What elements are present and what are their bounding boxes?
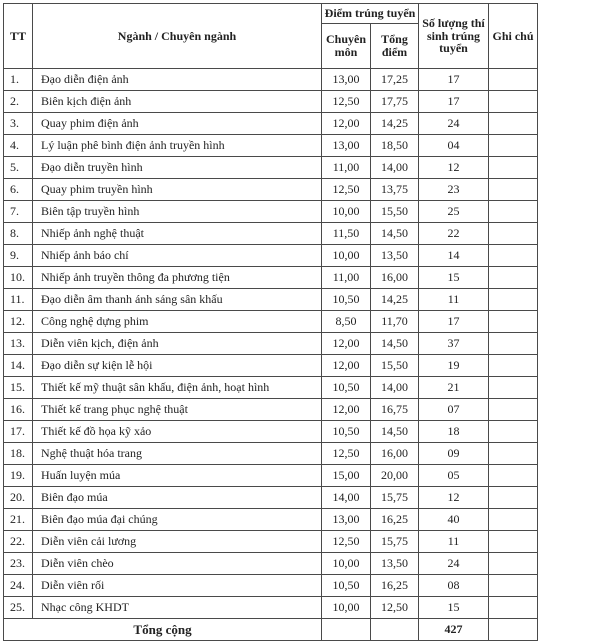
- row-notes: [489, 465, 538, 487]
- row-notes: [489, 575, 538, 597]
- row-number: 1.: [4, 69, 33, 91]
- table-row: [4, 597, 538, 619]
- row-total-score: 16,25: [371, 509, 419, 531]
- row-number: 2.: [4, 91, 33, 113]
- row-major-name: Nhạc công KHDT: [33, 597, 322, 619]
- row-specialty-score: 10,00: [322, 553, 371, 575]
- row-major-name: Diễn viên cải lương: [33, 531, 322, 553]
- row-number: 11.: [4, 289, 33, 311]
- row-number: 8.: [4, 223, 33, 245]
- row-notes: [489, 157, 538, 179]
- header-row-1: [4, 4, 538, 24]
- table-row: [4, 135, 538, 157]
- table-row: [4, 377, 538, 399]
- row-number: 3.: [4, 113, 33, 135]
- row-specialty-score: 11,00: [322, 267, 371, 289]
- table-row: [4, 399, 538, 421]
- row-number: 21.: [4, 509, 33, 531]
- row-number: 10.: [4, 267, 33, 289]
- row-notes: [489, 113, 538, 135]
- row-number: 18.: [4, 443, 33, 465]
- row-specialty-score: 12,00: [322, 113, 371, 135]
- row-major-name: Nhiếp ảnh truyền thông đa phương tiện: [33, 267, 322, 289]
- header-major: Ngành / Chuyên ngành: [33, 4, 322, 69]
- table-row: [4, 355, 538, 377]
- row-specialty-score: 12,50: [322, 179, 371, 201]
- table-row: [4, 487, 538, 509]
- row-notes: [489, 377, 538, 399]
- row-specialty-score: 15,00: [322, 465, 371, 487]
- row-total-score: 16,00: [371, 443, 419, 465]
- row-notes: [489, 91, 538, 113]
- row-specialty-score: 12,00: [322, 355, 371, 377]
- row-admitted-count: 04: [419, 135, 489, 157]
- row-major-name: Nghệ thuật hóa trang: [33, 443, 322, 465]
- header-notes: Ghi chú: [489, 4, 538, 69]
- row-admitted-count: 14: [419, 245, 489, 267]
- row-major-name: Thiết kế mỹ thuật sân khấu, điện ảnh, hoạt hình: [33, 377, 322, 399]
- row-admitted-count: 24: [419, 113, 489, 135]
- row-total-score: 17,75: [371, 91, 419, 113]
- header-tt: TT: [4, 4, 33, 69]
- row-admitted-count: 17: [419, 69, 489, 91]
- row-admitted-count: 22: [419, 223, 489, 245]
- row-major-name: Đạo diễn điện ảnh: [33, 69, 322, 91]
- row-number: 25.: [4, 597, 33, 619]
- row-total-score: 15,75: [371, 487, 419, 509]
- row-total-score: 20,00: [371, 465, 419, 487]
- row-major-name: Diễn viên kịch, điện ảnh: [33, 333, 322, 355]
- table-row: [4, 157, 538, 179]
- row-admitted-count: 12: [419, 487, 489, 509]
- row-major-name: Thiết kế trang phục nghệ thuật: [33, 399, 322, 421]
- row-notes: [489, 487, 538, 509]
- row-specialty-score: 11,00: [322, 157, 371, 179]
- row-total-score: 13,75: [371, 179, 419, 201]
- total-notes-empty: [489, 619, 538, 641]
- row-specialty-score: 12,00: [322, 399, 371, 421]
- row-specialty-score: 12,50: [322, 443, 371, 465]
- row-notes: [489, 69, 538, 91]
- table-row: [4, 421, 538, 443]
- row-major-name: Biên đạo múa đại chúng: [33, 509, 322, 531]
- row-total-score: 12,50: [371, 597, 419, 619]
- total-row: [4, 619, 538, 641]
- row-total-score: 15,75: [371, 531, 419, 553]
- row-specialty-score: 13,00: [322, 69, 371, 91]
- row-notes: [489, 553, 538, 575]
- row-number: 5.: [4, 157, 33, 179]
- table-row: [4, 113, 538, 135]
- row-number: 23.: [4, 553, 33, 575]
- admission-results-document: [3, 3, 538, 641]
- row-major-name: Đạo diễn truyền hình: [33, 157, 322, 179]
- row-notes: [489, 333, 538, 355]
- row-major-name: Biên kịch điện ảnh: [33, 91, 322, 113]
- table-row: [4, 509, 538, 531]
- row-notes: [489, 421, 538, 443]
- row-specialty-score: 10,00: [322, 201, 371, 223]
- row-number: 9.: [4, 245, 33, 267]
- row-total-score: 13,50: [371, 553, 419, 575]
- row-admitted-count: 23: [419, 179, 489, 201]
- table-row: [4, 223, 538, 245]
- row-number: 13.: [4, 333, 33, 355]
- row-number: 24.: [4, 575, 33, 597]
- total-count: 427: [419, 619, 489, 641]
- table-body: [4, 69, 538, 619]
- total-label: Tổng cộng: [4, 619, 322, 641]
- row-number: 17.: [4, 421, 33, 443]
- row-major-name: Đạo diễn âm thanh ánh sáng sân khấu: [33, 289, 322, 311]
- table-row: [4, 465, 538, 487]
- row-major-name: Công nghệ dựng phim: [33, 311, 322, 333]
- row-total-score: 11,70: [371, 311, 419, 333]
- row-major-name: Thiết kế đồ họa kỹ xảo: [33, 421, 322, 443]
- header-score-group: Điểm trúng tuyển: [322, 4, 419, 24]
- row-major-name: Diễn viên chèo: [33, 553, 322, 575]
- row-total-score: 14,25: [371, 289, 419, 311]
- table-row: [4, 91, 538, 113]
- row-specialty-score: 10,50: [322, 421, 371, 443]
- table-row: [4, 201, 538, 223]
- row-number: 6.: [4, 179, 33, 201]
- row-admitted-count: 17: [419, 91, 489, 113]
- row-total-score: 16,75: [371, 399, 419, 421]
- row-admitted-count: 25: [419, 201, 489, 223]
- row-specialty-score: 8,50: [322, 311, 371, 333]
- row-total-score: 16,00: [371, 267, 419, 289]
- row-specialty-score: 12,00: [322, 333, 371, 355]
- row-major-name: Quay phim điện ảnh: [33, 113, 322, 135]
- row-notes: [489, 135, 538, 157]
- table-row: [4, 553, 538, 575]
- table-row: [4, 443, 538, 465]
- row-total-score: 15,50: [371, 201, 419, 223]
- row-admitted-count: 17: [419, 311, 489, 333]
- row-specialty-score: 14,00: [322, 487, 371, 509]
- row-total-score: 14,50: [371, 333, 419, 355]
- row-total-score: 14,50: [371, 223, 419, 245]
- table-row: [4, 531, 538, 553]
- row-number: 15.: [4, 377, 33, 399]
- table-row: [4, 267, 538, 289]
- row-specialty-score: 10,50: [322, 289, 371, 311]
- table-row: [4, 333, 538, 355]
- row-specialty-score: 10,50: [322, 575, 371, 597]
- row-admitted-count: 08: [419, 575, 489, 597]
- row-admitted-count: 11: [419, 289, 489, 311]
- row-total-score: 14,50: [371, 421, 419, 443]
- row-total-score: 14,00: [371, 377, 419, 399]
- row-major-name: Quay phim truyền hình: [33, 179, 322, 201]
- row-notes: [489, 201, 538, 223]
- row-notes: [489, 443, 538, 465]
- total-score-empty: [371, 619, 419, 641]
- row-number: 7.: [4, 201, 33, 223]
- admission-results-table: [3, 3, 538, 641]
- row-major-name: Nhiếp ảnh nghệ thuật: [33, 223, 322, 245]
- row-admitted-count: 07: [419, 399, 489, 421]
- table-row: [4, 289, 538, 311]
- row-notes: [489, 597, 538, 619]
- table-row: [4, 575, 538, 597]
- row-major-name: Nhiếp ảnh báo chí: [33, 245, 322, 267]
- table-row: [4, 311, 538, 333]
- row-specialty-score: 10,50: [322, 377, 371, 399]
- row-notes: [489, 289, 538, 311]
- row-specialty-score: 13,00: [322, 509, 371, 531]
- table-row: [4, 69, 538, 91]
- row-specialty-score: 12,50: [322, 531, 371, 553]
- table-row: [4, 245, 538, 267]
- row-specialty-score: 11,50: [322, 223, 371, 245]
- row-total-score: 14,00: [371, 157, 419, 179]
- row-notes: [489, 531, 538, 553]
- row-specialty-score: 10,00: [322, 245, 371, 267]
- row-notes: [489, 311, 538, 333]
- table-row: [4, 179, 538, 201]
- row-admitted-count: 11: [419, 531, 489, 553]
- row-notes: [489, 267, 538, 289]
- row-specialty-score: 10,00: [322, 597, 371, 619]
- total-specialty-empty: [322, 619, 371, 641]
- row-admitted-count: 09: [419, 443, 489, 465]
- header-total-score: Tổng điểm: [371, 24, 419, 69]
- row-number: 12.: [4, 311, 33, 333]
- row-number: 4.: [4, 135, 33, 157]
- row-admitted-count: 19: [419, 355, 489, 377]
- row-admitted-count: 12: [419, 157, 489, 179]
- row-admitted-count: 05: [419, 465, 489, 487]
- header-count: Số lượng thí sinh trúng tuyển: [419, 4, 489, 69]
- row-number: 16.: [4, 399, 33, 421]
- row-admitted-count: 18: [419, 421, 489, 443]
- row-specialty-score: 13,00: [322, 135, 371, 157]
- row-admitted-count: 37: [419, 333, 489, 355]
- row-number: 20.: [4, 487, 33, 509]
- row-major-name: Biên tập truyền hình: [33, 201, 322, 223]
- row-notes: [489, 245, 538, 267]
- row-specialty-score: 12,50: [322, 91, 371, 113]
- row-number: 22.: [4, 531, 33, 553]
- row-number: 14.: [4, 355, 33, 377]
- row-admitted-count: 21: [419, 377, 489, 399]
- row-notes: [489, 355, 538, 377]
- row-total-score: 15,50: [371, 355, 419, 377]
- row-admitted-count: 24: [419, 553, 489, 575]
- row-number: 19.: [4, 465, 33, 487]
- row-major-name: Diễn viên rối: [33, 575, 322, 597]
- row-major-name: Huấn luyện múa: [33, 465, 322, 487]
- row-total-score: 18,50: [371, 135, 419, 157]
- row-notes: [489, 179, 538, 201]
- row-admitted-count: 40: [419, 509, 489, 531]
- row-total-score: 16,25: [371, 575, 419, 597]
- row-major-name: Đạo diễn sự kiện lễ hội: [33, 355, 322, 377]
- row-total-score: 13,50: [371, 245, 419, 267]
- row-major-name: Biên đạo múa: [33, 487, 322, 509]
- row-admitted-count: 15: [419, 597, 489, 619]
- row-admitted-count: 15: [419, 267, 489, 289]
- row-notes: [489, 399, 538, 421]
- row-notes: [489, 223, 538, 245]
- header-specialty: Chuyên môn: [322, 24, 371, 69]
- row-total-score: 17,25: [371, 69, 419, 91]
- row-major-name: Lý luận phê bình điện ảnh truyền hình: [33, 135, 322, 157]
- row-notes: [489, 509, 538, 531]
- row-total-score: 14,25: [371, 113, 419, 135]
